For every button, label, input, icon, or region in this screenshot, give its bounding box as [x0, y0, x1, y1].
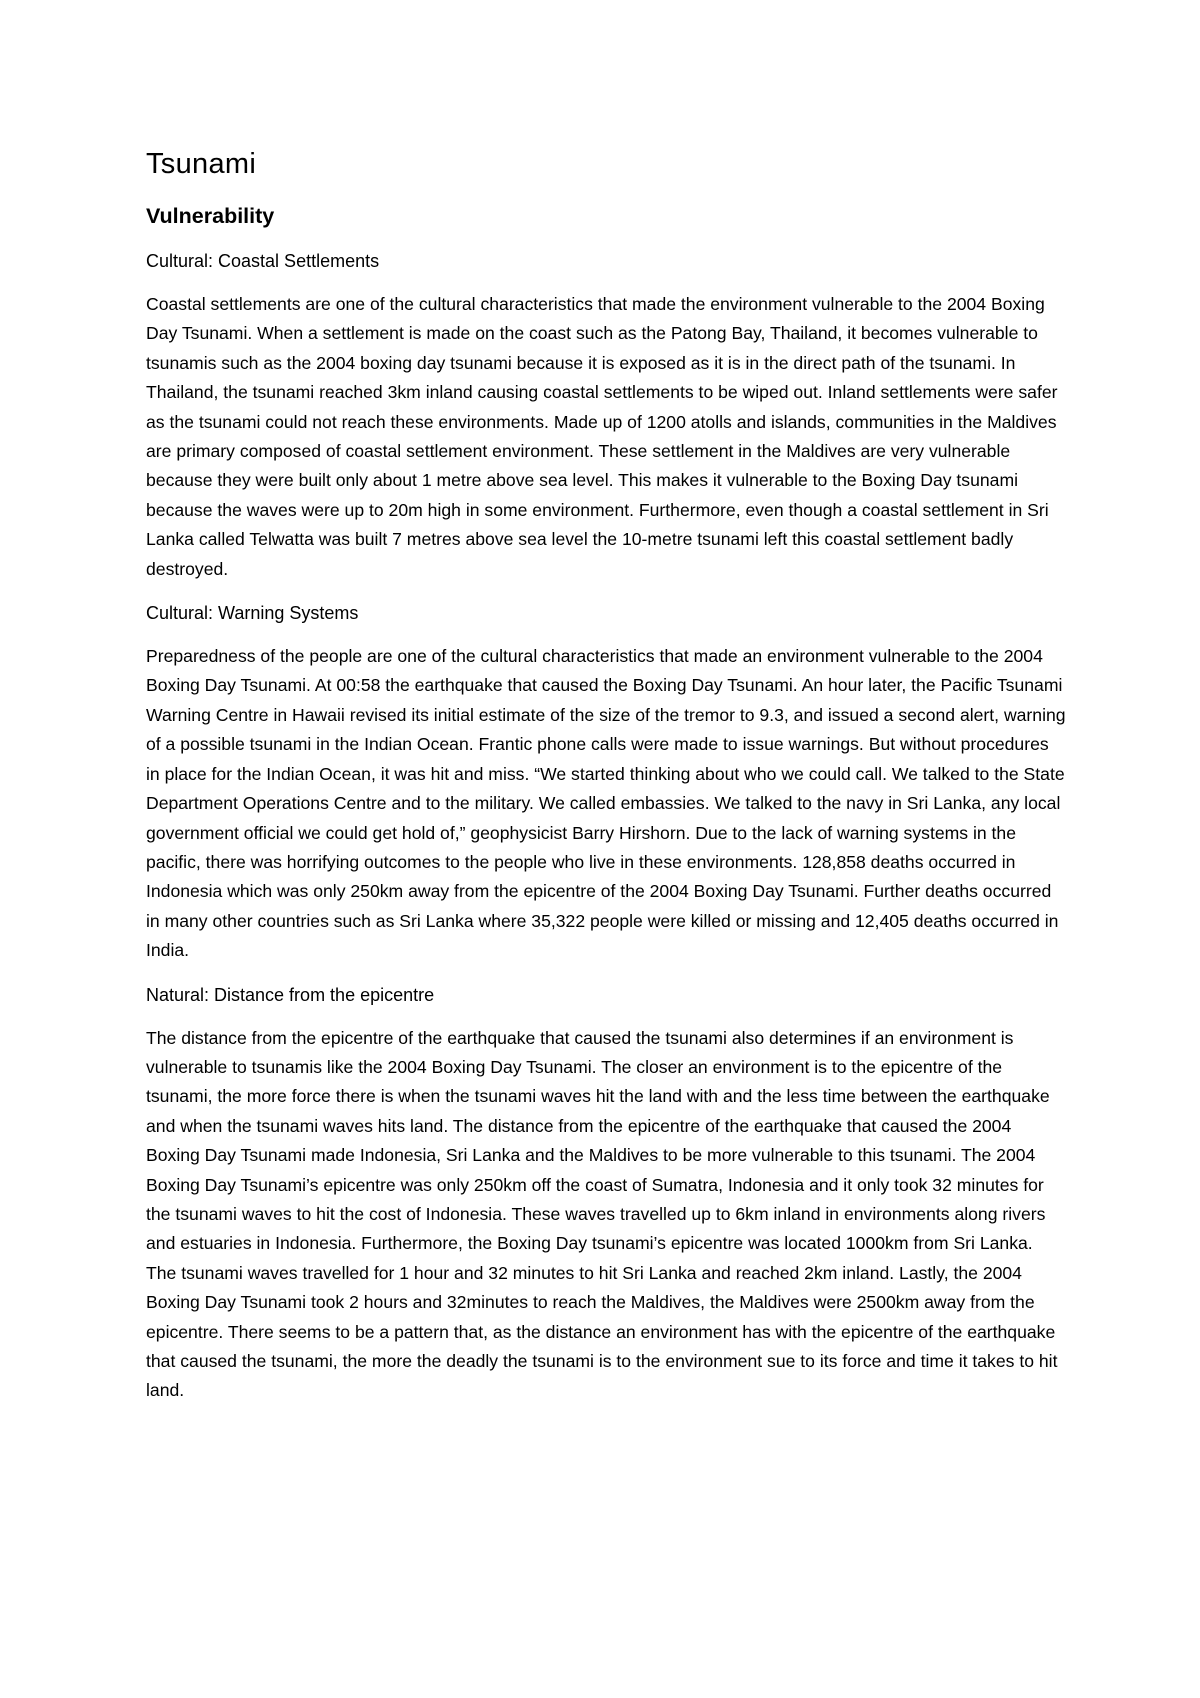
section-coastal-settlements — [146, 248, 1066, 584]
section-distance-from-epicentre — [146, 982, 1066, 1406]
section-paragraph: Preparedness of the people are one of the cultural characteristics that made an environment vulnerable to the 2004 Boxing Day Tsunami. At 00:58 the earthquake that caused the Boxing Day Tsunami. An hour later, the Pacific Tsunami Warning Centre in Hawaii revised its initial estimate of the size of the tremor to 9.3, and issued a second alert, warning of a possible tsunami in the Indian Ocean. Frantic phone calls were made to issue warnings. But without procedures in place for the Indian Ocean, it was hit and miss. “We started thinking about who we could call. We talked to the State Department Operations Centre and to the military. We called embassies. We talked to the navy in Sri Lanka, any local government official we could get hold of,” geophysicist Barry Hirshorn. Due to the lack of warning systems in the pacific, there was horrifying outcomes to the people who live in these environments. 128,858 deaths occurred in Indonesia which was only 250km away from the epicentre of the 2004 Boxing Day Tsunami. Further deaths occurred in many other countries such as Sri Lanka where 35,322 people were killed or missing and 12,405 deaths occurred in India. — [146, 646, 1066, 961]
document-subtitle: Vulnerability — [146, 204, 275, 228]
document-content — [146, 146, 1066, 1422]
section-heading: Cultural: Coastal Settlements — [146, 251, 380, 271]
section-warning-systems — [146, 600, 1066, 965]
document-title: Tsunami — [146, 148, 257, 180]
section-paragraph: The distance from the epicentre of the earthquake that caused the tsunami also determines if an environment is vulnerable to tsunamis like the 2004 Boxing Day Tsunami. The closer an environment is to the epicentre of the tsunami, the more force there is when the tsunami waves hit the land with and the less time between the earthquake and when the tsunami waves hits land. The distance from the epicentre of the earthquake that caused the 2004 Boxing Day Tsunami made Indonesia, Sri Lanka and the Maldives to be more vulnerable to this tsunami. The 2004 Boxing Day Tsunami’s epicentre was only 250km off the coast of Sumatra, Indonesia and it only took 32 minutes for the tsunami waves to hit the cost of Indonesia. These waves travelled up to 6km inland in environments along rivers and estuaries in Indonesia. Furthermore, the Boxing Day tsunami’s epicentre was located 1000km from Sri Lanka. The tsunami waves travelled for 1 hour and 32 minutes to hit Sri Lanka and reached 2km inland. Lastly, the 2004 Boxing Day Tsunami took 2 hours and 32minutes to reach the Maldives, the Maldives were 2500km away from the epicentre. There seems to be a pattern that, as the distance an environment has with the epicentre of the earthquake that caused the tsunami, the more the deadly the tsunami is to the environment sue to its force and time it takes to hit land. — [146, 1027, 1058, 1401]
section-heading: Natural: Distance from the epicentre — [146, 984, 435, 1005]
section-paragraph: Coastal settlements are one of the cultural characteristics that made the environment vulnerable to the 2004 Boxing Day Tsunami. When a settlement is made on the coast such as the Patong Bay, Thailand, it becomes vulnerable to tsunamis such as the 2004 boxing day tsunami because it is exposed as it is in the direct path of the tsunami. In Thailand, the tsunami reached 3km inland causing coastal settlements to be wiped out. Inland settlements were safer as the tsunami could not reach these environments. Made up of 1200 atolls and islands, communities in the Maldives are primary composed of coastal settlement environment. These settlement in the Maldives are very vulnerable because they were built only about 1 metre above sea level. This makes it vulnerable to the Boxing Day tsunami because the waves were up to 20m high in some environment. Furthermore, even though a coastal settlement in Sri Lanka called Telwatta was built 7 metres above sea level the 10-metre tsunami left this coastal settlement badly destroyed. — [146, 294, 1058, 579]
section-heading: Cultural: Warning Systems — [146, 603, 359, 624]
